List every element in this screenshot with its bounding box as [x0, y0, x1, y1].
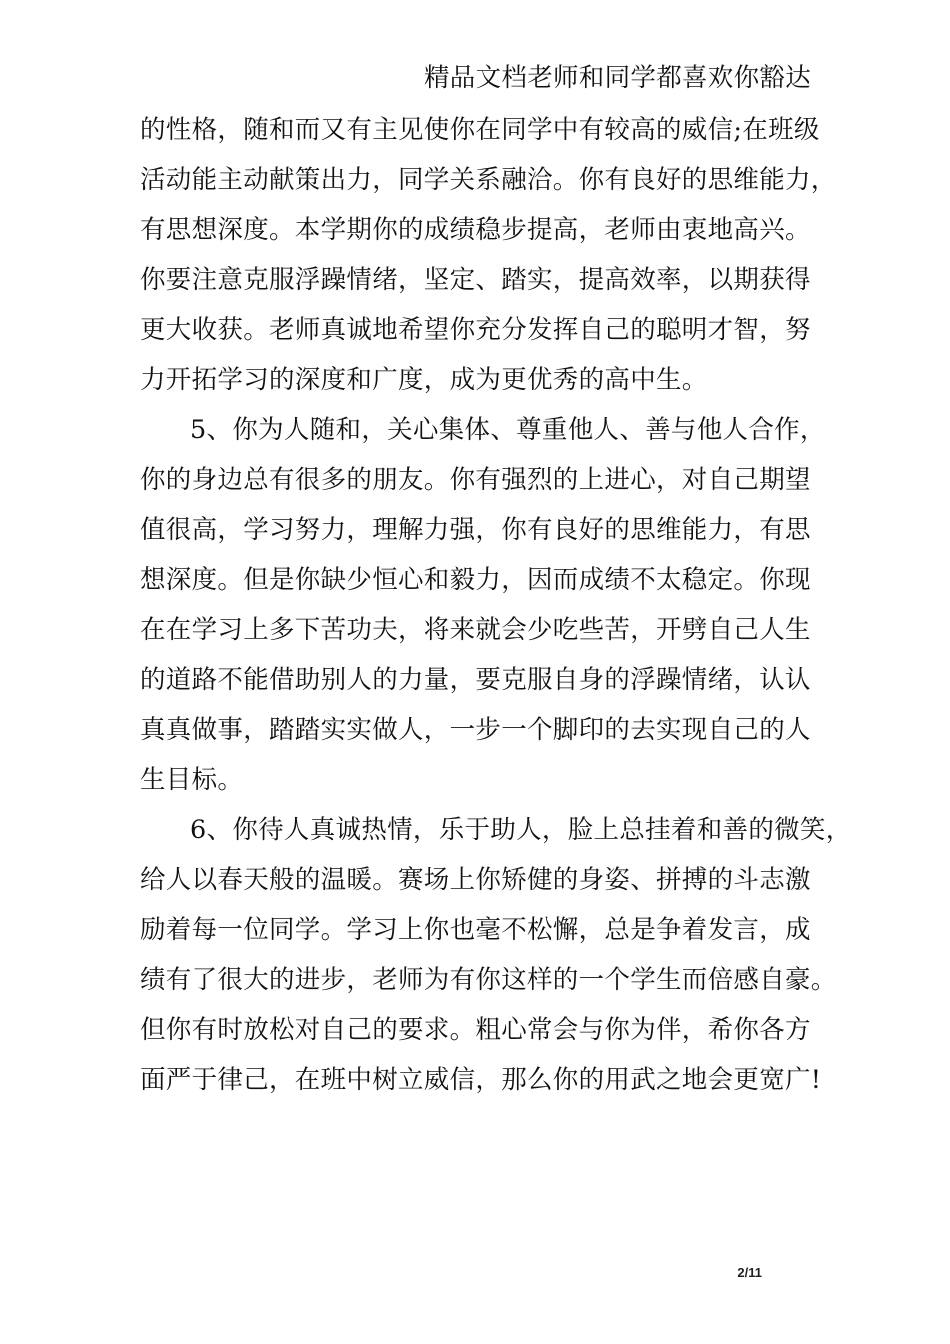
text-line: 更大收获。老师真诚地希望你充分发挥自己的聪明才智，努 — [140, 315, 811, 345]
text-line: 但你有时放松对自己的要求。粗心常会与你为伴，希你各方 — [140, 1015, 811, 1045]
text-line: 生目标。 — [140, 765, 244, 795]
text-line: 有思想深度。本学期你的成绩稳步提高，老师由衷地高兴。 — [140, 215, 811, 245]
text-line: 的道路不能借助别人的力量，要克服自身的浮躁情绪，认认 — [140, 665, 811, 695]
text-line: 的性格，随和而又有主见使你在同学中有较高的威信;在班级 — [140, 115, 820, 145]
paragraph-5-first-line: 5、你为人随和，关心集体、尊重他人、善与他人合作， — [190, 415, 826, 445]
text-line: 励着每一位同学。学习上你也毫不松懈，总是争着发言，成 — [140, 915, 811, 945]
text-line: 面严于律己，在班中树立威信，那么你的用武之地会更宽广! — [140, 1065, 822, 1095]
text-line: 给人以春天般的温暖。赛场上你矫健的身姿、拼搏的斗志激 — [140, 865, 811, 895]
text-line: 精品文档老师和同学都喜欢你豁达 — [424, 63, 812, 93]
page-number: 2/11 — [737, 1265, 762, 1280]
text-line: 真真做事，踏踏实实做人，一步一个脚印的去实现自己的人 — [140, 715, 811, 745]
text-line: 活动能主动献策出力，同学关系融洽。你有良好的思维能力， — [140, 165, 837, 195]
text-line: 你要注意克服浮躁情绪，坚定、踏实，提高效率，以期获得 — [140, 265, 811, 295]
text-line: 力开拓学习的深度和广度，成为更优秀的高中生。 — [140, 365, 708, 395]
text-line: 你的身边总有很多的朋友。你有强烈的上进心，对自己期望 — [140, 465, 811, 495]
text-line: 在在学习上多下苦功夫，将来就会少吃些苦，开劈自己人生 — [140, 615, 811, 645]
text-line: 值很高，学习努力，理解力强，你有良好的思维能力，有思 — [140, 515, 811, 545]
paragraph-6-first-line: 6、你待人真诚热情，乐于助人，脸上总挂着和善的微笑， — [190, 815, 852, 845]
text-line: 绩有了很大的进步，老师为有你这样的一个学生而倍感自豪。 — [140, 965, 837, 995]
text-line: 想深度。但是你缺少恒心和毅力，因而成绩不太稳定。你现 — [140, 565, 811, 595]
